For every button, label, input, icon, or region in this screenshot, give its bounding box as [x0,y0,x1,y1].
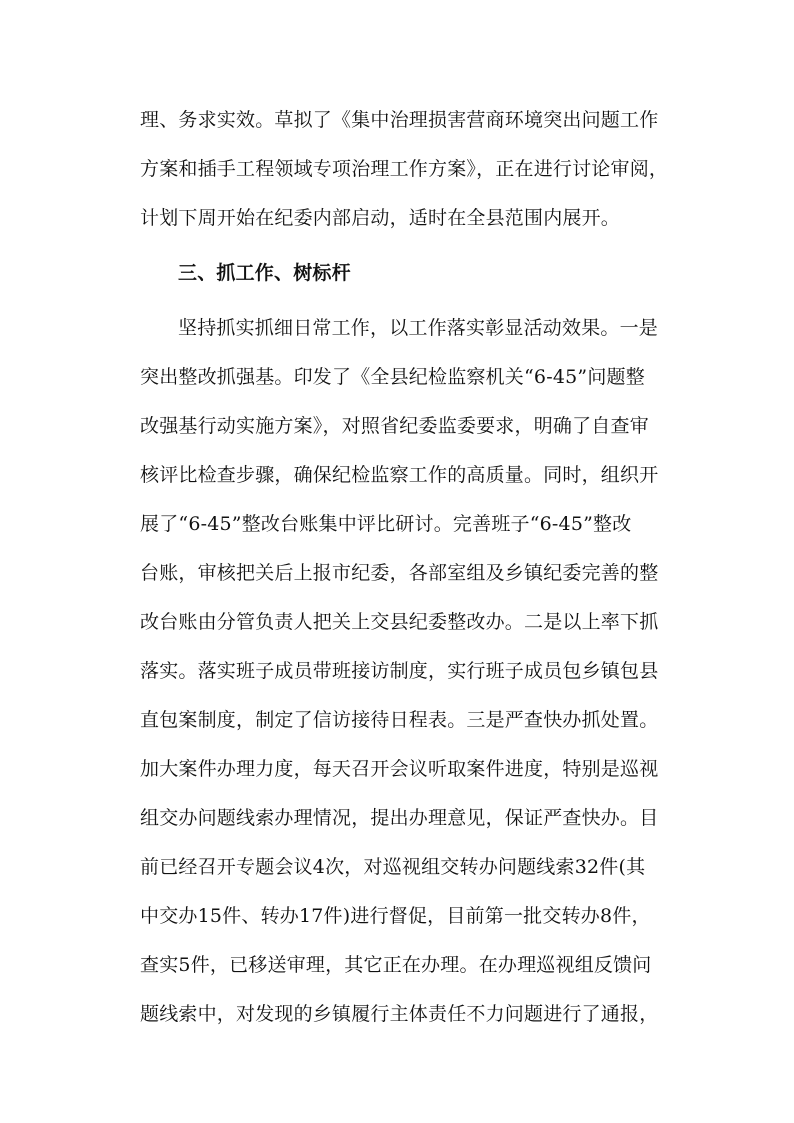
paragraph-line: 加大案件办理力度，每天召开会议听取案件进度，特别是巡视 [140,758,659,780]
paragraph-line: 展了“6-45”整改台账集中评比研讨。完善班子“6-45”整改 [140,513,632,535]
paragraph-line: 改强基行动实施方案》，对照省纪委监委要求，明确了自查审 [140,415,649,437]
paragraph-line: 方案和插手工程领域专项治理工作方案》，正在进行讨论审阅， [140,158,669,180]
paragraph-line: 直包案制度，制定了信访接待日程表。三是严查快办抓处置。 [140,709,659,731]
paragraph-line: 坚持抓实抓细日常工作，以工作落实彰显活动效果。一是 [178,317,659,339]
paragraph-line: 组交办问题线索办理情况，提出办理意见，保证严查快办。目 [140,807,659,829]
paragraph-line: 改台账由分管负责人把关上交县纪委整改办。二是以上率下抓 [140,611,659,633]
section-heading: 三、抓工作、树标杆 [178,262,351,284]
paragraph-line: 中交办15件、转办17件)进行督促，目前第一批交转办8件， [140,905,651,927]
paragraph-line: 查实5件，已移送审理，其它正在办理。在办理巡视组反馈问 [140,954,652,976]
paragraph-line: 突出整改抓强基。印发了《全县纪检监察机关“6-45”问题整 [140,366,645,388]
paragraph-line: 前已经召开专题会议4次，对巡视组交转办问题线索32件(其 [140,856,646,878]
paragraph-line: 落实。落实班子成员带班接访制度，实行班子成员包乡镇包县 [140,660,659,682]
paragraph-line: 题线索中，对发现的乡镇履行主体责任不力问题进行了通报， [140,1003,659,1025]
paragraph-line: 台账，审核把关后上报市纪委，各部室组及乡镇纪委完善的整 [140,562,659,584]
paragraph-line: 理、务求实效。草拟了《集中治理损害营商环境突出问题工作 [140,109,659,131]
paragraph-line: 计划下周开始在纪委内部启动，适时在全县范围内展开。 [140,207,621,229]
paragraph-line: 核评比检查步骤，确保纪检监察工作的高质量。同时，组织开 [140,464,659,486]
